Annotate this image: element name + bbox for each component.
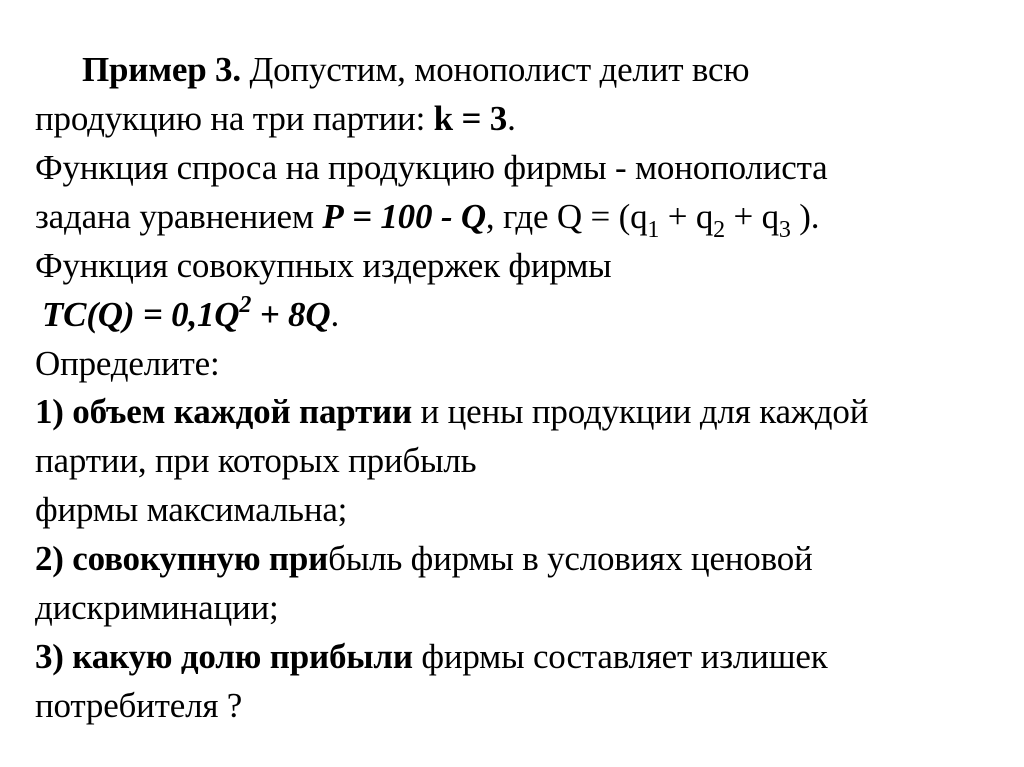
example-label: Пример 3. xyxy=(82,50,241,89)
cost-formula: $TC(Q) = 0,1Q^2 + 8Q$ xyxy=(42,292,331,334)
text-line-5: Функция совокупных издержек фирмы xyxy=(35,246,612,285)
task-2-label: 2) совокупную при xyxy=(35,539,329,578)
text-line-10: фирмы максимальна; xyxy=(35,490,348,529)
text-line-2: продукцию на три партии: k = 3. xyxy=(35,99,516,138)
text-line-12: дискриминации; xyxy=(35,588,279,627)
text-line-7: Определите: xyxy=(35,344,220,383)
task-3-label: 3) какую долю прибыли xyxy=(35,637,413,676)
text-line-13: 3) какую долю прибыли фирмы составляет излишек xyxy=(35,637,828,676)
text-line-11: 2) совокупную прибыль фирмы в условиях ценовой xyxy=(35,539,813,578)
demand-formula: Р = 100 - Q xyxy=(322,197,486,236)
text-line-8: 1) объем каждой партии и цены продукции для каждой xyxy=(35,392,869,431)
text-line-9: партии, при которых прибыль xyxy=(35,441,477,480)
text-line-6: $TC(Q) = 0,1Q^2 + 8Q$. xyxy=(42,292,339,334)
text-line-4: задана уравнением Р = 100 - Q, где $Q = (q_1 + q_2 + q_3$ ). xyxy=(35,197,820,243)
text-line-14: потребителя ? xyxy=(35,686,243,725)
text-line-1: Пример 3. Допустим, монополист делит всю xyxy=(82,50,750,89)
text-line-3: Функция спроса на продукцию фирмы - монополиста xyxy=(35,148,828,187)
task-1-label: 1) объем каждой партии xyxy=(35,392,412,431)
k-value: k = 3 xyxy=(433,99,508,138)
